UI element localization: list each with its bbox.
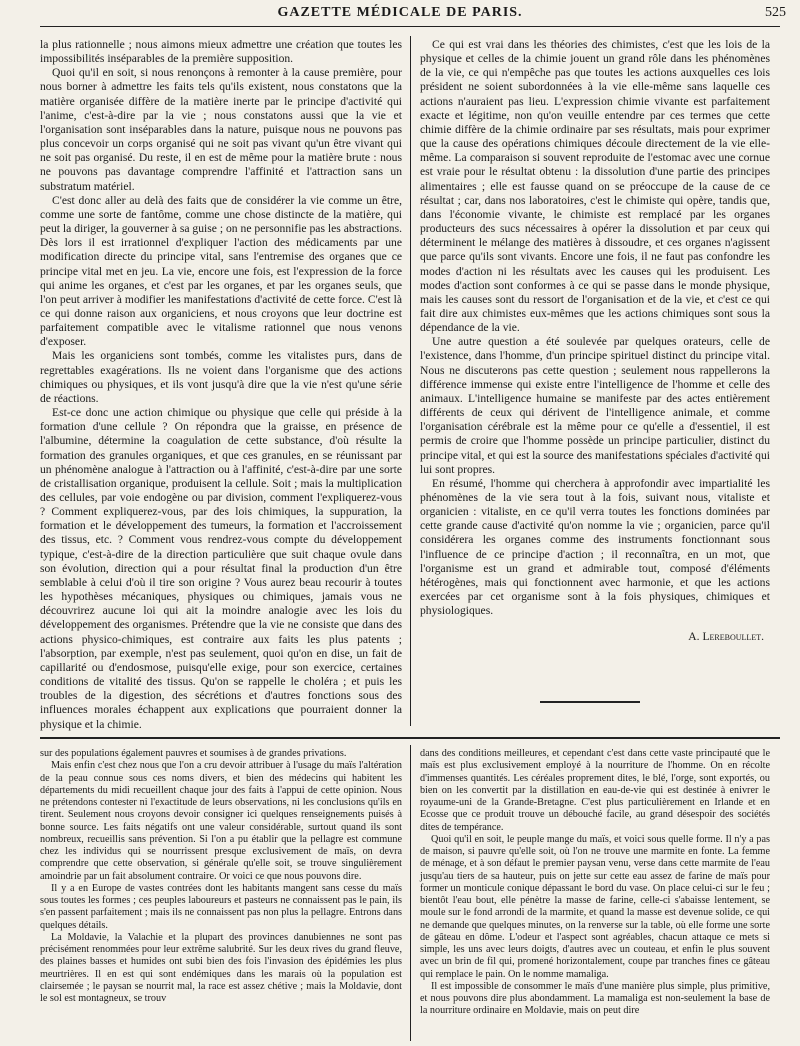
author-name: Lereboullet. [702, 630, 764, 644]
end-rule [540, 701, 640, 703]
paragraph: Mais enfin c'est chez nous que l'on a cru devoir attribuer à l'usage du maïs l'altération de la peau connue sous ces noms divers, et bien des médecins qui habitent les départements du midi recueillent chaque jour des faits à l'appui de cette opinion. Nous ne prétendons contester ni l'exactitude de leurs observations, ni les conclusions qu'ils en tirent. Seulement nous croyons devoir consigner ici quelques renseignements puisés à bonne source. Les faits négatifs ont une valeur considérable, surtout quand ils sont nombreux, recueillis sans prévention. Si l'on a pu établir que la pellagre est commune chez les individus qui se nourrissent presque exclusivement de maïs, on devra comprendre que cette observation, si générale qu'elle soit, se trouve singulièrement amoindrie par un fait absolument contraire. Or voici ce que nous pouvons dire. [40, 760, 402, 882]
top-right-column [420, 38, 770, 647]
paragraph: En résumé, l'homme qui cherchera à approfondir avec impartialité les phénomènes de la vie sera tout à la fois, suivant nous, vitaliste et organicien : vitaliste, en ce qu'il verra toutes les fonctions dominées par cette grande cause d'activité qu'on nomme la vie ; organicien, parce qu'il considérera les organes comme des instruments fonctionnant sous l'influence de ce principe d'action ; il reconnaîtra, en un mot, que l'organisme est un grand et admirable tout, composé d'éléments hétérogènes, mais qui fonctionnent avec harmonie, et que les actions exercées par cet organisme sont à la fois physiques, chimiques et physiologiques. [420, 476, 770, 618]
paragraph: Quoi qu'il en soit, le peuple mange du maïs, et voici sous quelle forme. Il n'y a pas de maison, si pauvre qu'elle soit, où l'on ne trouve une marmite en fonte. La femme de ménage, et à son défaut le premier paysan venu, verse dans cette marmite de l'eau jusqu'au tiers de sa hauteur, puis on jette sur cette eau assez de farine de maïs pour former un monticule conique dépassant le bord du vase. On place celui-ci sur le feu ; bientôt l'eau bout, elle pénètre la masse de farine, celle-ci s'abaisse lentement, se moule sur le fond arrondi de la marmite, et quand la masse est devenue solide, ce qui ne demande que quelques minutes, on la renverse sur la table, où elle forme une sorte de gâteau en dôme. L'odeur et l'aspect sont agréables, chacun attaque ce mets si simple, les uns avec leurs doigts, d'autres avec un couteau, et enfin le plus souvent avec un brin de fil qui, promené horizontalement, coupe par tranches fines ce gâteau qui remplace le pain. On le nomme mamaliga. [420, 833, 770, 980]
paragraph: Il est impossible de consommer le maïs d'une manière plus simple, plus primitive, et nous pouvons dire plus abondamment. La mamaliga est non-seulement la base de la nourriture ordinaire en Moldavie, mais on peut dire [420, 980, 770, 1017]
paragraph: Mais les organiciens sont tombés, comme les vitalistes purs, dans de regrettables exagérations. Ils ne voient dans l'organisme que des actions chimiques ou physiques, et ils vont jusqu'à dire que la vie n'est qu'une série de réactions. [40, 349, 402, 405]
paragraph: Quoi qu'il en soit, si nous renonçons à remonter à la cause première, pour nous borner à admettre les faits tels qu'ils existent, nous constatons que la matière organisée diffère de la matière inerte par le principe d'activité qui l'anime, c'est-à-dire par la vie ; nous constatons aussi que la vie et l'organisation sont inséparables dans la nature, puisque nous ne pouvons pas plus concevoir un corps organisé qui ne soit pas vivant qu'un être vivant qui ne soit pas organisé. Du reste, il en est de même pour la matière brute : nous ne pouvons pas davantage comprendre l'affinité et l'attraction sans un substratum matériel. [40, 66, 402, 193]
column-divider [410, 745, 411, 1041]
top-left-column [40, 38, 402, 732]
paragraph: dans des conditions meilleures, et cependant c'est dans cette vaste principauté que le maïs est plus exclusivement employé à la nourriture de l'homme. On en récolte d'immenses quantités. Les céréales proprement dites, le blé, l'orge, sont exportés, ou bien on les convertit par la distillation en eau-de-vie qui est destinée à enivrer le royaume-uni de la Grande-Bretagne. C'est plus particulièrement en Irlande et en Ecosse que ce produit trouve un débouché facile, au grand désespoir des sociétés dites de tempérance. [420, 748, 770, 833]
paragraph: sur des populations également pauvres et soumises à de grandes privations. [40, 748, 347, 759]
journal-title: GAZETTE MÉDICALE DE PARIS. [277, 5, 523, 20]
column-divider [410, 36, 411, 726]
paragraph: La Moldavie, la Valachie et la plupart des provinces danubiennes ne sont pas précisément renommées pour leur extrême salubrité. Sur les deux rives du grand fleuve, des plaines basses et humides ont subi bien des fois l'invasion des épidémies les plus meurtrières. Il en est qui sont endémiques dans les marais où la population est clairsemée ; le paysan se nourrit mal, la race est assez chétive ; mais la Moldavie, dont le sol est montagneux, se trouv [40, 931, 402, 1004]
bottom-right-column [420, 748, 770, 1018]
paragraph: C'est donc aller au delà des faits que de considérer la vie comme un être, comme une sorte de fantôme, comme une chose distincte de la matière, qui peut la diriger, la gouverner à sa guise ; on ne personnifie pas les abstractions. Dès lors il est irrationnel d'expliquer l'action des médicaments par une modification directe du principe vital, sans l'entremise des organes que ce principe vital met en jeu. La vie, encore une fois, est l'expression de la force qui anime les organes, et c'est par les organes, et par les organes seuls, que l'on peut arriver à modifier les manifestations d'activité de cette force. C'est là ce qui donne raison aux organiciens, et nous croyons que leur doctrine est parfaitement compatible avec le vitalisme rationnel que nous venons d'exposer. [40, 193, 402, 349]
paragraph: Est-ce donc une action chimique ou physique que celle qui préside à la formation d'une cellule ? On répondra que la graisse, en présence de l'albumine, détermine la coagulation de cette substance, d'où résulte la formation des granules organiques, et que ces granules, en se réunissant par un phénomène analogue à l'attraction ou à l'affinité, c'est-à-dire par une sorte de cristallisation organique, produisent la cellule. Soit ; mais la multiplication des cellules, par voie endogène ou par division, comment l'expliquerez-vous ? Comment expliquerez-vous, par des lois chimiques, la suppuration, la formation et le développement des tumeurs, la formation et l'accroissement des tissus, etc. ? Comment vous rendrez-vous compte du développement typique, c'est-à-dire de la direction particulière que suit chaque ovule dans son évolution, direction qui a pour résultat final la production d'un être semblable à celui d'où il tire son origine ? Vous aurez beau recourir à toutes les hypothèses mécaniques, physiques ou chimiques, jamais vous ne découvrirez aucune loi qui ait la moindre analogie avec les lois du développement des organismes. Prétendre que la vie ne consiste que dans des actions physico-chimiques, est contraire aux faits les plus patents ; l'absorption, par exemple, n'est pas seulement, quoi qu'on en dise, un fait de capillarité ou d'endosmose, puisqu'elle exige, pour son exercice, certaines conditions de vitalité des tissus. Qu'on se rappelle le choléra ; et puis les troubles de la digestion, des sécrétions et d'autres fonctions sous des influences morales échappent aux explications que pourraient donner la physique et la chimie. [40, 406, 402, 731]
paragraph: Une autre question a été soulevée par quelques orateurs, celle de l'existence, dans l'homme, d'un principe spirituel distinct du principe vital. Nous ne discuterons pas cette question ; seulement nous rappellerons la différence immense qui existe entre l'intelligence de l'homme et celle des animaux. L'intelligence humaine se manifeste par des actes entièrement différents de ceux qui dérivent de l'intelligence animale, et comme l'organisation cérébrale est la même pour ce qu'elle a d'essentiel, il est permis de croire que l'homme possède un principe particulier, distinct du principe vital, et qui est la source des manifestations spéciales d'activité qui lui sont propres. [420, 335, 770, 476]
page-header [0, 2, 800, 24]
section-divider [40, 737, 780, 739]
paragraph: la plus rationnelle ; nous aimons mieux admettre une création que toutes les impossibilités inséparables de la première supposition. [40, 38, 402, 66]
paragraph: Ce qui est vrai dans les théories des chimistes, c'est que les lois de la physique et celles de la chimie jouent un grand rôle dans les phénomènes de la vie, ce qui n'empêche pas que toutes les actions auxquelles ces lois président ne soient subordonnées à la vie elle-même sans laquelle ces actions n'auraient pas lieu. L'expression chimie vivante est parfaitement exacte et légitime, non qu'on veuille entendre par ces termes que cette chimie diffère de la chimie ordinaire par ses résultats, mais pour exprimer que la cause des opérations chimiques découle directement de la vie elle-même. La comparaison si souvent reproduite de l'estomac avec une cornue est vraie pour le résultat obtenu : la dissolution d'une partie des principes alimentaires ; elle est fausse quand on se préoccupe de la cause de ce résultat ; car, dans nos laboratoires, c'est le chimiste qui opère, tandis que, dans l'économie vivante, le chimiste est remplacé par les organes producteurs des sucs nécessaires à opérer la dissolution et par ceux qui déterminent le mélange des matières à dissoudre, et ces organes n'agissent que parce qu'ils sont vivants. Encore une fois, il ne faut pas confondre les modes d'action ni les résultats avec les causes qui les produisent. Les modes d'action sont conformes à ce qui se passe dans le monde physique, mais les causes sont du ressort de l'organisation et de la vie, et c'est ce qui fait dire aux chimistes eux-mêmes que les actions chimiques sont sous la dépendance de la vie. [420, 38, 770, 335]
page-number: 525 [765, 5, 786, 20]
author-initial: A. [688, 630, 700, 644]
author-signature [420, 630, 770, 644]
header-rule [40, 26, 780, 27]
bottom-left-column [40, 748, 402, 1005]
paragraph: Il y a en Europe de vastes contrées dont les habitants mangent sans cesse du maïs sous toutes les formes ; ces peuples laboureurs et pasteurs ne connaissent pas le pain, ils s'en passent parfaitement ; mais ils ne connaissent pas non plus la pellagre. Entrons dans quelques détails. [40, 882, 402, 931]
